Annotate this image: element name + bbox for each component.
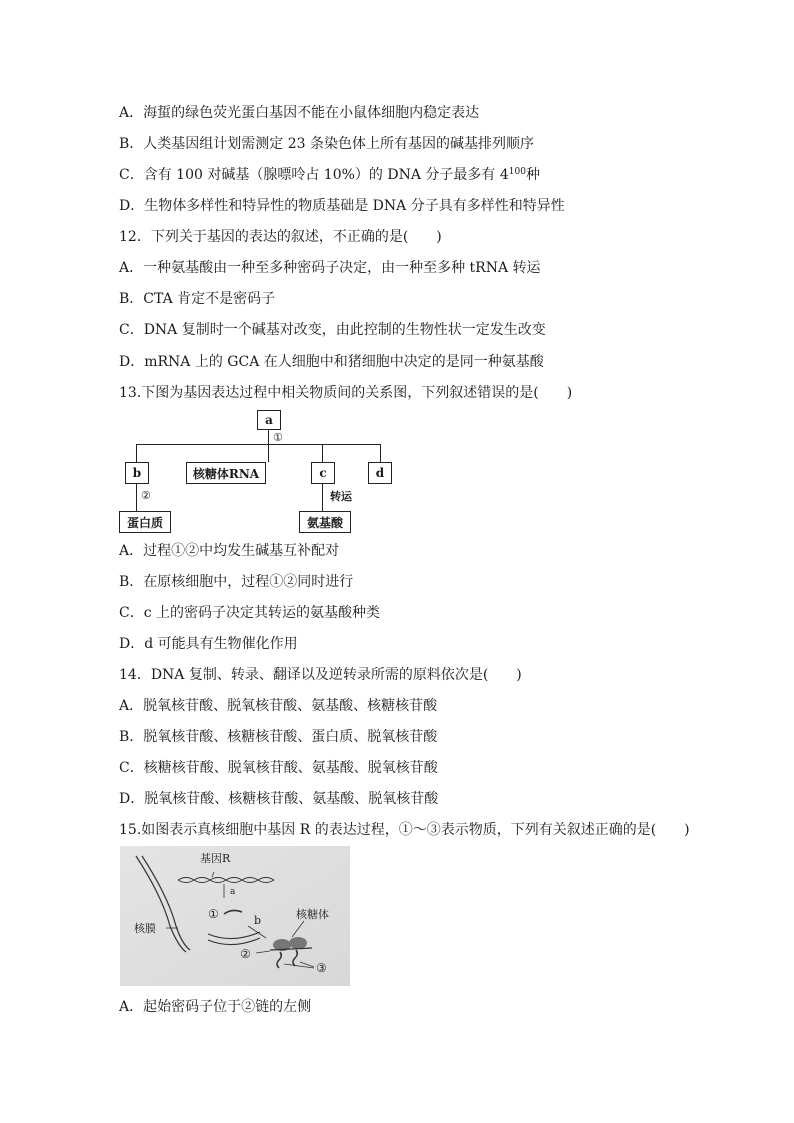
label-gene-r: 基因R — [200, 852, 231, 865]
diagram-line-to-b — [136, 444, 137, 462]
label-b: b — [254, 914, 262, 927]
label-2: ② — [240, 947, 251, 961]
diagram-line-a-stem — [268, 430, 269, 462]
q13-option-a: A．过程①②中均发生碱基互补配对 — [119, 543, 340, 559]
label-3: ③ — [316, 961, 327, 975]
q11-option-c-text: C．含有 100 对碱基（腺嘌呤占 10%）的 DNA 分子最多有 4 — [119, 167, 509, 183]
diagram-transport-label: 转运 — [330, 490, 352, 503]
q12-option-d: D．mRNA 上的 GCA 在人细胞中和猪细胞中决定的是同一种氨基酸 — [119, 354, 544, 370]
q14-option-d: D．脱氧核苷酸、核糖核苷酸、氨基酸、脱氧核苷酸 — [119, 791, 439, 807]
q13-option-d: D．d 可能具有生物催化作用 — [119, 636, 298, 652]
diagram-node-c: c — [311, 462, 335, 484]
diagram-node-b: b — [125, 462, 149, 484]
diagram-line-to-c — [322, 444, 323, 462]
diagram-node-d: d — [368, 462, 392, 484]
diagram-node-a: a — [257, 410, 281, 430]
q15-stem: 15.如图表示真核细胞中基因 R 的表达过程，①～③表示物质，下列有关叙述正确的是( ) — [119, 822, 690, 838]
q15-figure — [120, 846, 350, 986]
q14-option-a: A．脱氧核苷酸、脱氧核苷酸、氨基酸、核糖核苷酸 — [119, 698, 438, 714]
diagram-line-branch — [136, 444, 380, 445]
diagram-node-protein: 蛋白质 — [119, 511, 171, 533]
q12-option-b: B．CTA 肯定不是密码子 — [119, 291, 276, 307]
q13-stem: 13.下图为基因表达过程中相关物质间的关系图，下列叙述错误的是( ) — [119, 385, 573, 401]
q11-option-b: B．人类基因组计划需测定 23 条染色体上所有基因的碱基排列顺序 — [119, 136, 535, 152]
diagram-step-1: ① — [273, 431, 283, 444]
diagram-node-amino-acid: 氨基酸 — [299, 511, 351, 533]
q11-option-c-exponent: 100 — [508, 167, 526, 177]
diagram-step-2: ② — [141, 489, 151, 502]
q15-option-a: A．起始密码子位于②链的左侧 — [119, 999, 312, 1015]
label-ribosome: 核糖体 — [296, 908, 329, 921]
diagram-line-c-to-amino — [322, 484, 323, 511]
q11-option-a: A．海蜇的绿色荧光蛋白基因不能在小鼠体细胞内稳定表达 — [119, 105, 480, 121]
q12-option-a: A．一种氨基酸由一种至多种密码子决定，由一种至多种 tRNA 转运 — [119, 260, 541, 276]
ribosome-2 — [289, 937, 307, 949]
diagram-node-rrna: 核糖体RNA — [186, 462, 266, 484]
q14-option-c: C．核糖核苷酸、脱氧核苷酸、氨基酸、脱氧核苷酸 — [119, 760, 438, 776]
q11-option-c-tail: 种 — [525, 167, 540, 183]
diagram-line-to-d — [380, 444, 381, 462]
q13-option-b: B．在原核细胞中，过程①②同时进行 — [119, 574, 354, 590]
q12-option-c: C．DNA 复制时一个碱基对改变，由此控制的生物性状一定发生改变 — [119, 322, 546, 338]
q14-stem: 14．DNA 复制、转录、翻译以及逆转录所需的原料依次是( ) — [119, 667, 522, 683]
q11-option-d: D．生物体多样性和特异性的物质基础是 DNA 分子具有多样性和特异性 — [119, 198, 565, 214]
q13-option-c: C．c 上的密码子决定其转运的氨基酸种类 — [119, 605, 381, 621]
q12-stem: 12．下列关于基因的表达的叙述，不正确的是( ) — [119, 229, 442, 245]
diagram-line-b-to-protein — [136, 484, 137, 511]
label-a: a — [230, 887, 236, 897]
label-membrane: 核膜 — [134, 922, 156, 935]
q14-option-b: B．脱氧核苷酸、核糖核苷酸、蛋白质、脱氧核苷酸 — [119, 729, 438, 745]
q11-option-c — [119, 166, 540, 184]
label-1: ① — [208, 907, 219, 921]
